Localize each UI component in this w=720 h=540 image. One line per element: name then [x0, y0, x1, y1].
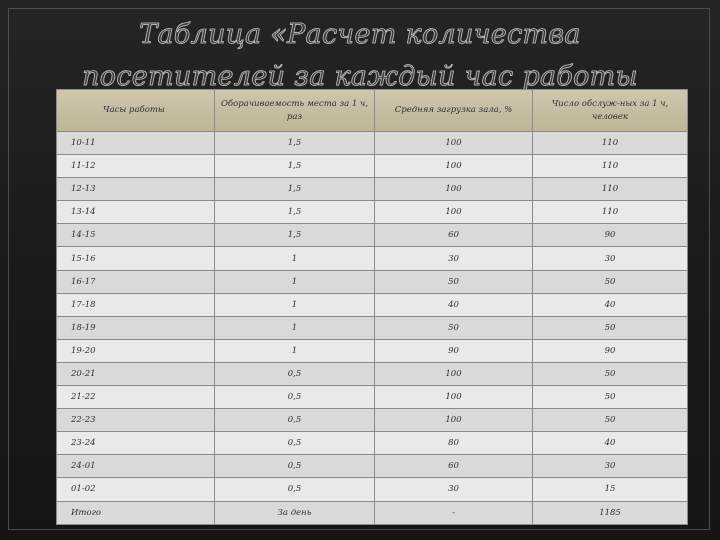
cell-load: - — [375, 501, 533, 524]
cell-served: 110 — [533, 178, 688, 201]
header-row — [57, 90, 688, 132]
visitors-table — [56, 89, 688, 525]
cell-hours: 13-14 — [57, 201, 215, 224]
table-row — [57, 293, 688, 316]
cell-turnover: 1 — [215, 270, 375, 293]
cell-turnover: 1,5 — [215, 201, 375, 224]
visitors-table-container — [56, 89, 687, 525]
cell-load: 80 — [375, 432, 533, 455]
cell-load: 50 — [375, 316, 533, 339]
cell-hours: 23-24 — [57, 432, 215, 455]
table-header — [57, 90, 688, 132]
cell-served: 90 — [533, 224, 688, 247]
cell-load: 60 — [375, 224, 533, 247]
cell-served: 30 — [533, 455, 688, 478]
table-row — [57, 386, 688, 409]
cell-served: 15 — [533, 478, 688, 501]
cell-load: 60 — [375, 455, 533, 478]
cell-served: 40 — [533, 293, 688, 316]
table-row — [57, 132, 688, 155]
cell-load: 100 — [375, 409, 533, 432]
table-row — [57, 178, 688, 201]
cell-hours: 20-21 — [57, 362, 215, 385]
cell-served: 40 — [533, 432, 688, 455]
table-row — [57, 247, 688, 270]
cell-turnover: 1,5 — [215, 178, 375, 201]
cell-load: 100 — [375, 386, 533, 409]
cell-turnover: 1,5 — [215, 224, 375, 247]
cell-turnover: 0,5 — [215, 455, 375, 478]
table-row — [57, 478, 688, 501]
cell-load: 30 — [375, 247, 533, 270]
header-load: Средняя загрузка зала, % — [375, 90, 533, 132]
cell-hours: 19-20 — [57, 339, 215, 362]
cell-served: 110 — [533, 201, 688, 224]
cell-load: 50 — [375, 270, 533, 293]
cell-turnover: 1 — [215, 293, 375, 316]
cell-turnover: 0,5 — [215, 432, 375, 455]
cell-served: 50 — [533, 270, 688, 293]
table-row — [57, 455, 688, 478]
cell-load: 30 — [375, 478, 533, 501]
cell-turnover: 0,5 — [215, 478, 375, 501]
header-served: Число обслуж-ных за 1 ч, человек — [533, 90, 688, 132]
cell-turnover: 1 — [215, 339, 375, 362]
cell-served: 110 — [533, 132, 688, 155]
cell-served: 50 — [533, 362, 688, 385]
table-body — [57, 132, 688, 525]
cell-turnover: 0,5 — [215, 362, 375, 385]
header-turnover: Оборачиваемость места за 1 ч, раз — [215, 90, 375, 132]
cell-load: 100 — [375, 132, 533, 155]
header-hours: Часы работы — [57, 90, 215, 132]
table-row — [57, 362, 688, 385]
cell-turnover: 1 — [215, 247, 375, 270]
cell-hours: 10-11 — [57, 132, 215, 155]
table-row — [57, 224, 688, 247]
table-row — [57, 432, 688, 455]
cell-hours: 15-16 — [57, 247, 215, 270]
table-row — [57, 155, 688, 178]
cell-hours: 16-17 — [57, 270, 215, 293]
cell-turnover: 1,5 — [215, 155, 375, 178]
table-row — [57, 339, 688, 362]
cell-hours: 11-12 — [57, 155, 215, 178]
cell-served: 1185 — [533, 501, 688, 524]
cell-turnover: 1 — [215, 316, 375, 339]
cell-turnover: 0,5 — [215, 409, 375, 432]
table-row — [57, 270, 688, 293]
cell-load: 100 — [375, 201, 533, 224]
slide-title: Таблица «Расчет количества посетителей за каждый час работы кафе» — [82, 19, 638, 134]
cell-hours: 21-22 — [57, 386, 215, 409]
cell-hours: 01-02 — [57, 478, 215, 501]
cell-served: 30 — [533, 247, 688, 270]
cell-load: 100 — [375, 362, 533, 385]
cell-hours: 22-23 — [57, 409, 215, 432]
cell-hours: Итого — [57, 501, 215, 524]
table-row — [57, 501, 688, 524]
cell-load: 100 — [375, 155, 533, 178]
cell-served: 50 — [533, 316, 688, 339]
cell-served: 90 — [533, 339, 688, 362]
cell-turnover: 1,5 — [215, 132, 375, 155]
cell-turnover: За день — [215, 501, 375, 524]
cell-load: 40 — [375, 293, 533, 316]
cell-served: 50 — [533, 386, 688, 409]
cell-turnover: 0,5 — [215, 386, 375, 409]
cell-hours: 12-13 — [57, 178, 215, 201]
cell-hours: 17-18 — [57, 293, 215, 316]
cell-load: 90 — [375, 339, 533, 362]
cell-hours: 14-15 — [57, 224, 215, 247]
cell-load: 100 — [375, 178, 533, 201]
cell-hours: 18-19 — [57, 316, 215, 339]
table-row — [57, 201, 688, 224]
cell-served: 50 — [533, 409, 688, 432]
table-row — [57, 316, 688, 339]
cell-served: 110 — [533, 155, 688, 178]
cell-hours: 24-01 — [57, 455, 215, 478]
table-row — [57, 409, 688, 432]
